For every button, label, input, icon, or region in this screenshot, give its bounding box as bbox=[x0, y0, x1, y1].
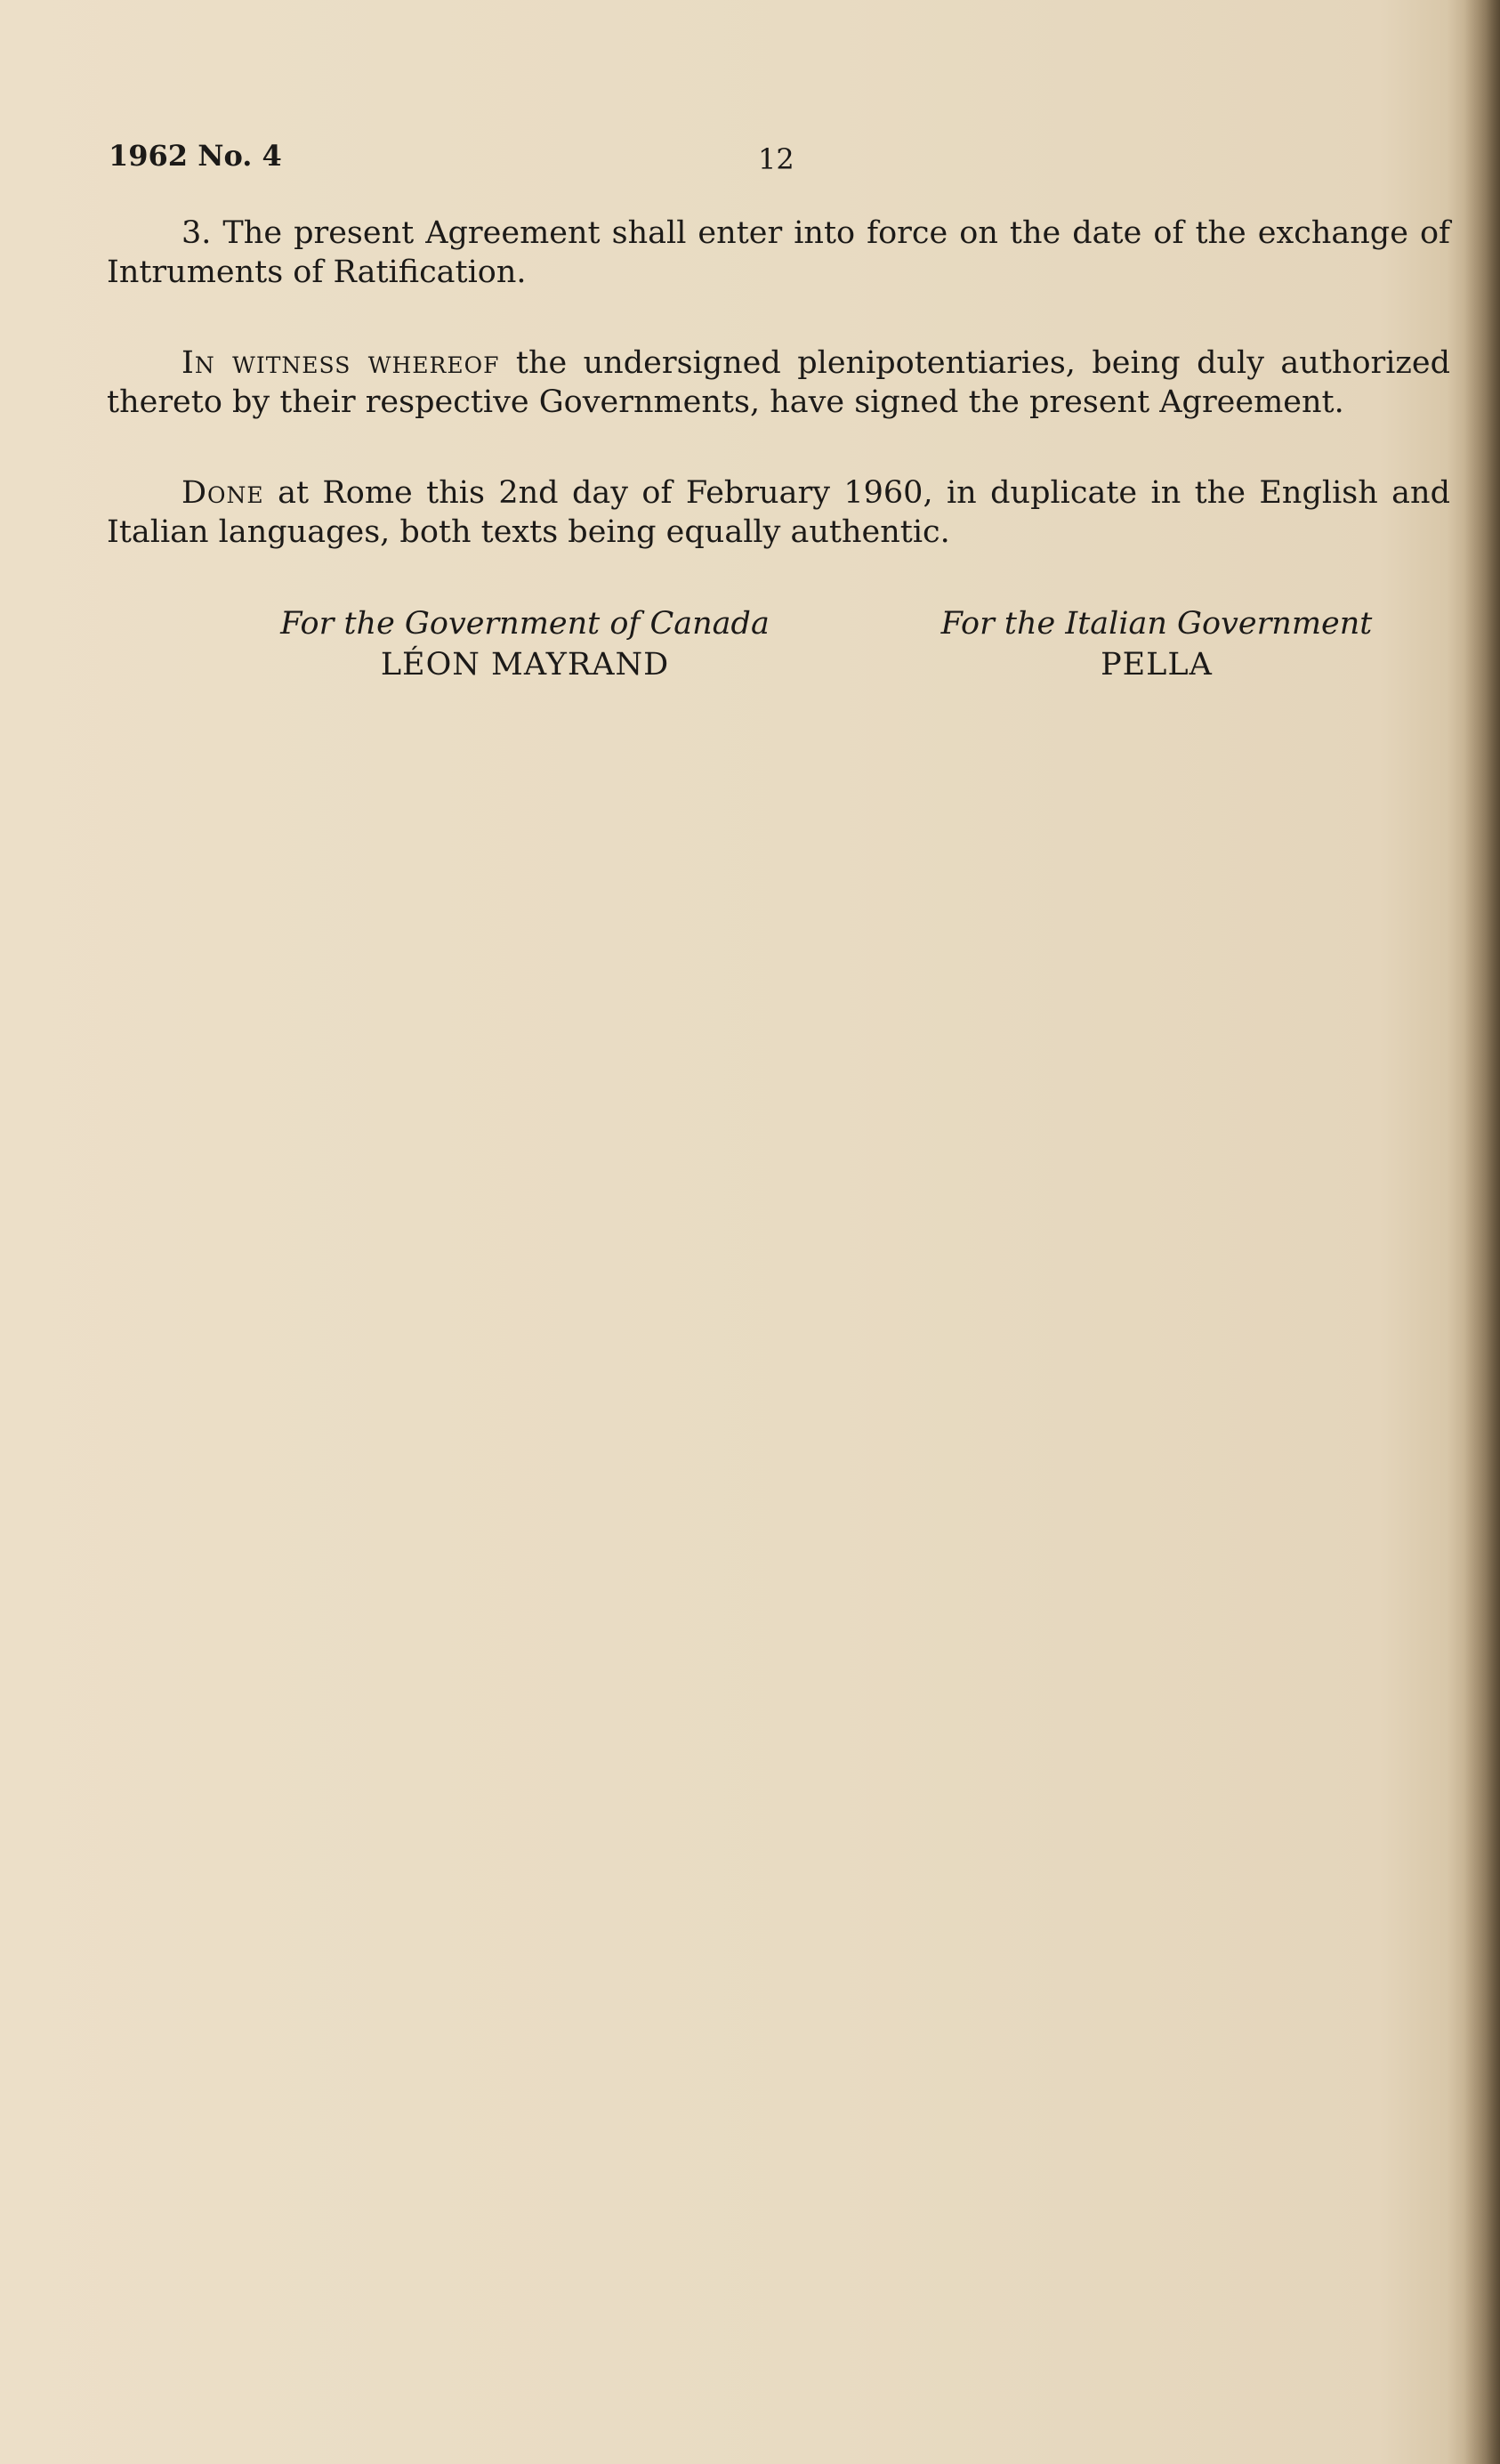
page-header bbox=[109, 133, 1381, 187]
done-text: at Rome this 2nd day of February 1960, in duplicate in the English and Italian languages, both texts being equally authentic. bbox=[107, 475, 1450, 550]
document-body bbox=[107, 214, 1450, 719]
binding-edge bbox=[1464, 0, 1500, 2464]
canada-signature-heading: For the Government of Canada bbox=[280, 606, 770, 642]
page-number: 12 bbox=[758, 142, 794, 176]
witness-lead: In witness whereof bbox=[181, 345, 500, 381]
canada-signature-block bbox=[205, 603, 845, 685]
canada-signatory-name: LÉON MAYRAND bbox=[380, 647, 670, 683]
italy-signatory-name: PELLA bbox=[1101, 647, 1213, 683]
witness-text: the undersigned plenipotentiaries, being duly authorized thereto by their respective Governments, have signed the present Agreement. bbox=[107, 345, 1450, 420]
signature-section bbox=[107, 603, 1450, 719]
issue-label: 1962 No. 4 bbox=[109, 139, 282, 173]
done-paragraph bbox=[107, 473, 1450, 552]
witness-paragraph bbox=[107, 343, 1450, 422]
done-lead: Done bbox=[181, 475, 264, 511]
italy-signature-block bbox=[872, 603, 1441, 685]
italy-signature-heading: For the Italian Government bbox=[940, 606, 1373, 642]
ratification-paragraph: 3. The present Agreement shall enter into force on the date of the exchange of Intruments of Ratification. bbox=[107, 215, 1450, 290]
